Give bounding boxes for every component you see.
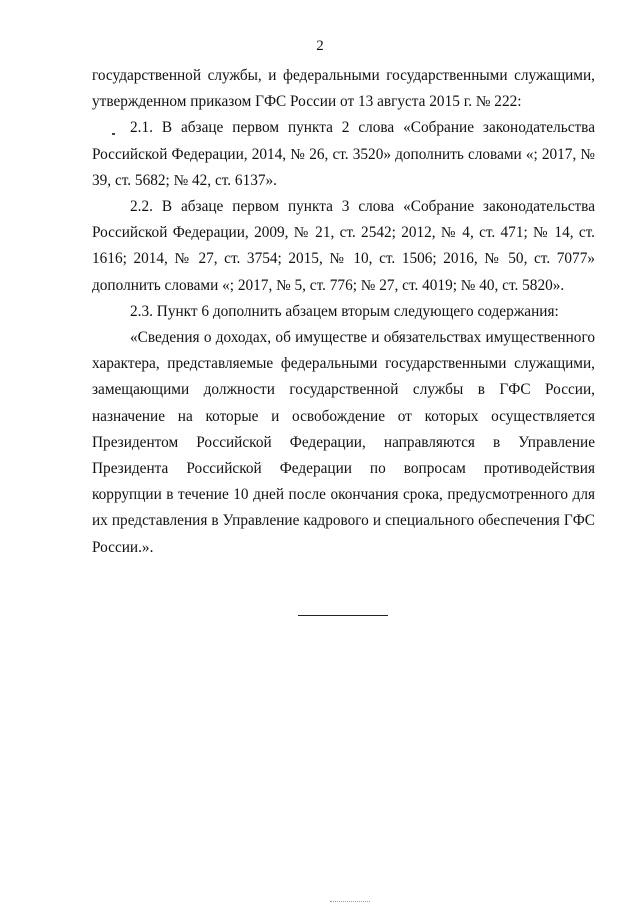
paragraph-2-1: 2.1. В абзаце первом пункта 2 слова «Собрание законодательства Российской Федерации, 2014, № 26, ст. 3520» дополнить словами «; 2017, № 39, ст. 5682; № 42, ст. 6137». — [92, 119, 595, 189]
document-body — [92, 63, 595, 561]
paragraph-2-2: 2.2. В абзаце первом пункта 3 слова «Собрание законодательства Российской Федерации, 2009, № 21, ст. 2542; 2012, № 4, ст. 471; № 14, ст. 1616; 2014, № 27, ст. 3754; 2015, № 10, ст. 1506; 2016, № 50, ст. 7077» дополнить словами «; 2017, № 5, ст. 776; № 27, ст. 4019; № 40, ст. 5820». — [92, 198, 595, 294]
paragraph-2-3: 2.3. Пункт 6 дополнить абзацем вторым следующего содержания: — [130, 302, 559, 320]
end-separator-line — [298, 615, 388, 616]
page-number: 2 — [316, 38, 324, 54]
scan-edge-marks — [330, 901, 370, 905]
paragraph-quote: «Сведения о доходах, об имуществе и обязательствах имущественного характера, представляемые федеральными государственными служащими, замещающими должности государственной службы в ГФС России, назначение на которые и освобождение от которых осуществляется Президентом Российской Федерации, направляются в Управление Президента Российской Федерации по вопросам противодействия коррупции в течение 10 дней после окончания срока, предусмотренного для их представления в Управление кадрового и специального обеспечения ГФС России.». — [92, 329, 595, 556]
paragraph-continuation: государственной службы, и федеральными государственными служащими, утвержденном приказом ГФС России от 13 августа 2015 г. № 222: — [92, 67, 595, 111]
